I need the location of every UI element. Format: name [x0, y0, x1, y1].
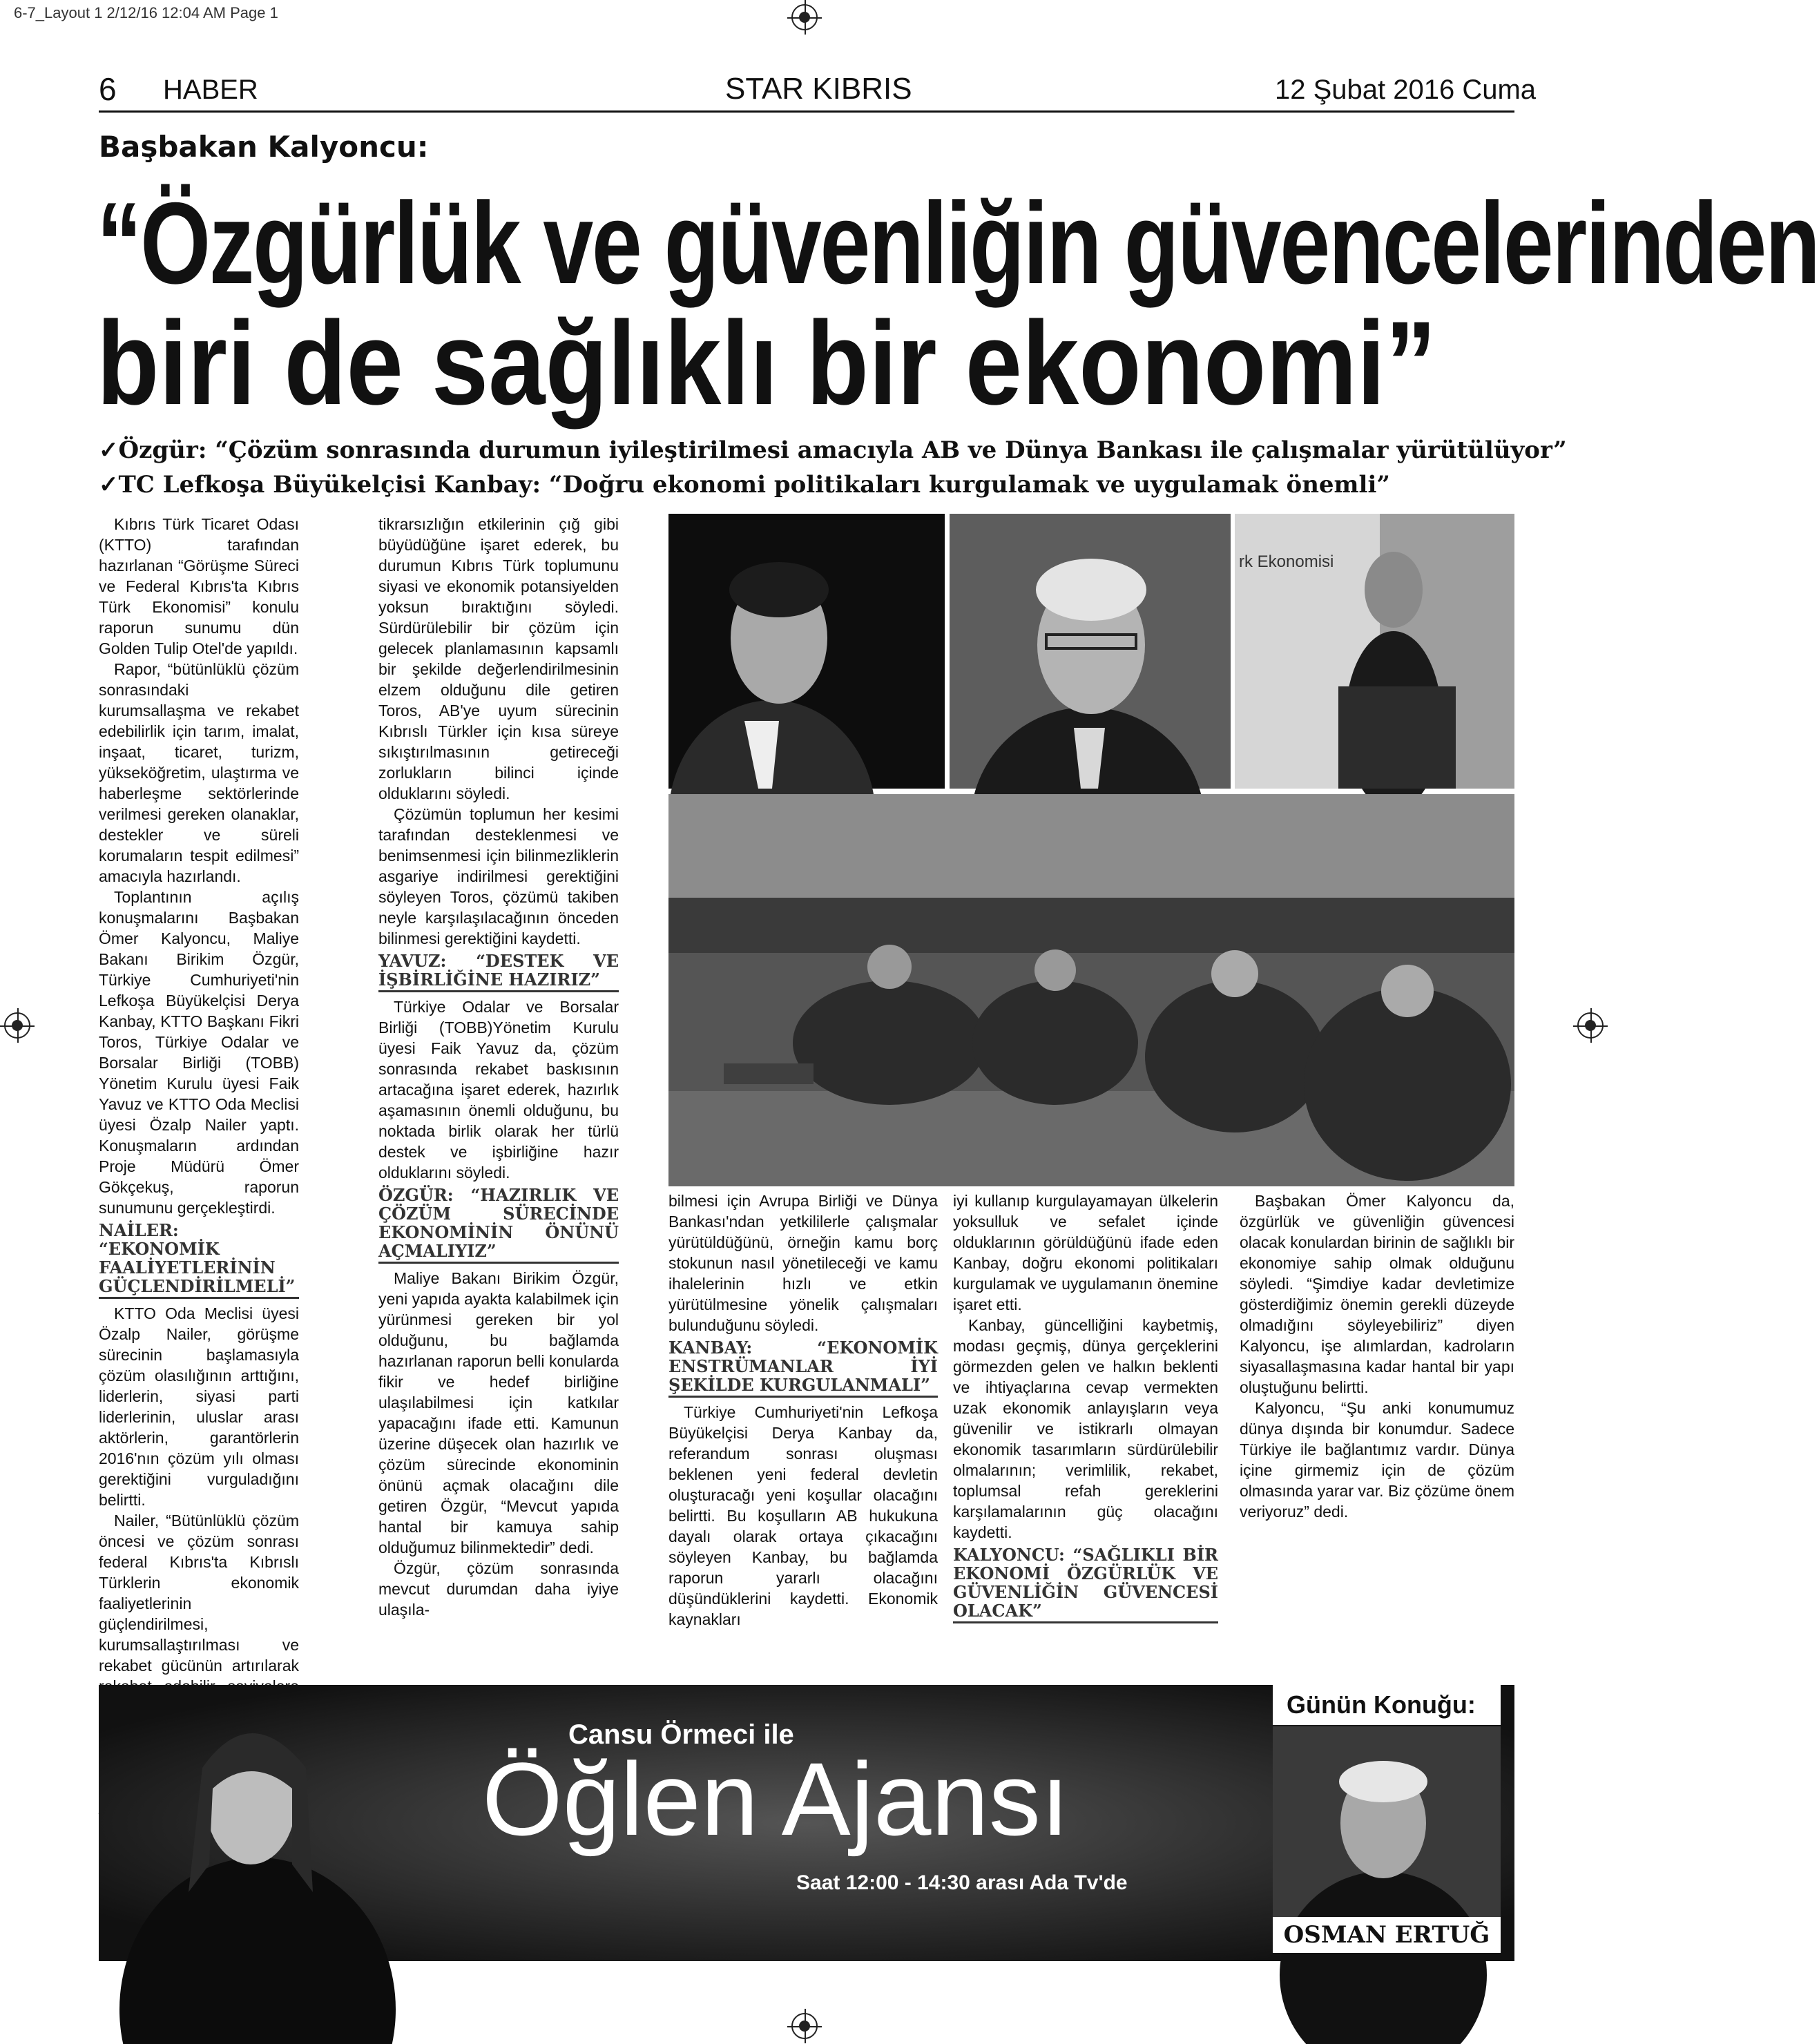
paragraph: Toplantının açılış konuşmalarını Başbakan Ömer Kalyoncu, Maliye Bakanı Birikim Özgür, Türkiye Cumhuriyeti'nin Lefkoşa Büyükelçisi Derya Kanbay, KTTO Başkanı Fikri Toros, Türkiye Odalar ve Borsalar Birliği (TOBB) Yönetim Kurulu üyesi Faik Yavuz ve KTTO Oda Meclisi üyesi Özalp Nailer yaptı. Konuşmaların ardından Proje Müdürü Ömer Gökçekuş, raporun sunumunu gerçekleştirdi. — [99, 888, 299, 1217]
paragraph: Rapor, “bütünlüklü çözüm sonrasındaki kurumsallaşma ve rekabet edebilirlik için tarım, imalat, inşaat, ticaret, turizm, yükseköğretim, ulaştırma ve haberleşme sektörlerinde verilmesi gereken olanaklar, destekler ve süreli korumaların tespit edilmesi” amacıyla hazırlandı. — [99, 660, 299, 885]
paragraph: Maliye Bakanı Birikim Özgür, yeni yapıda ayakta kalabilmek için yürünmesi gereken bir yol olduğunu, bu bağlamda hazırlanan raporun belli konularda fikir ve hedef birliğine ulaşılabilmesi için katkılar yapacağını ifade etti. Kamunun üzerine düşecek olan hazırlık ve çözüm sürecinde ekonominin önünü açmak olacağını dile getiren Özgür, “Mevcut yapıda hantal bir kamuya sahip olduğumuz bilinmektedir” dedi. — [378, 1269, 619, 1556]
section-subheading: NAİLER: “EKONOMİK FAALİYETLERİNİN GÜÇLENDİRİLMELİ” — [99, 1221, 299, 1299]
ad-schedule: Saat 12:00 - 14:30 arası Ada Tv'de — [796, 1871, 1128, 1894]
registration-mark-icon — [1577, 1012, 1604, 1039]
paragraph: Özgür, çözüm sonrasında mevcut durumdan daha iyiye ulaşıla- — [378, 1559, 619, 1619]
photo-kanbay-at-lectern — [1235, 514, 1514, 789]
article-column-2 — [378, 514, 619, 1660]
paragraph: Başbakan Ömer Kalyoncu da, özgürlük ve güvenliğin güvencesi olacak konulardan birinin de sağlıklı bir ekonomiye sahip olmak olduğunu söyledi. “Şimdiye kadar devletimize gösterdiğimiz önemin gerekli düzeyde olmadığını söyleyebiliriz” diyen Kalyoncu, işe alımlardan, kadroların siyasallaşmasına kadar hantal bir yapı oluştuğunu belirtti. — [1240, 1192, 1514, 1396]
subheadline-bullet-2: ✓TC Lefkoşa Büyükelçisi Kanbay: “Doğru ekonomi politikaları kurgulamak ve uygulamak önemli” — [99, 471, 1390, 499]
paragraph: Nailer, “Bütünlüklü çözüm öncesi ve çözüm sonrası federal Kıbrıs'ta Kıbrıslı Türklerin ekonomik faaliyetlerinin güçlendirilmesi, kurumsallaştırılması ve rekabet gücünün artırılarak — [99, 1512, 299, 1675]
print-slug-line: 6-7_Layout 1 2/12/16 12:04 AM Page 1 — [14, 4, 278, 21]
paragraph: tikrarsızlığın etkilerinin çığ gibi büyüdüğüne işaret ederek, bu durumun Kıbrıs Türk toplumunu siyasi ve ekonomik potansiyelden yoksun bıraktığını söyledi. Sürdürülebilir bir çözüm için gelecek planlamasının kapsamlı bir şekilde değerlendirilmesinin elzem olduğunu dile getiren Toros, AB'ye uyum sürecinin Kıbrıslı Türkler için kısa süreye sıkıştırılmasının getireceği zorlukların bilinci içinde olduklarını söyledi. — [378, 515, 619, 802]
section-subheading: ÖZGÜR: “HAZIRLIK VE ÇÖZÜM SÜRECİNDE EKONOMİNİN ÖNÜNÜ AÇMALIYIZ” — [378, 1186, 619, 1264]
registration-mark-icon — [791, 2013, 818, 2039]
article-column-4 — [953, 1190, 1218, 1660]
article-column-1 — [99, 514, 299, 1675]
ad-host-line: Cansu Örmeci ile — [568, 1719, 794, 1750]
ad-show-title: Öğlen Ajansı — [482, 1741, 1070, 1857]
paragraph: Türkiye Odalar ve Borsalar Birliği (TOBB)Yönetim Kurulu üyesi Faik Yavuz da, çözüm sonrasında rekabet baskısının artacağına işaret ederek, hazırlık aşamasının önemli olduğunu, bu noktada birlik olarak her türlü destek ve işbirliğine hazır olduklarını söyledi. — [378, 998, 619, 1182]
paragraph: Kanbay, güncelliğini kaybetmiş, modası geçmiş, dünya gerçeklerini görmezden gelen ve halkın beklenti ve ihtiyaçlarına cevap vermekten uzak ekonomik anlayışların veya güvenilir ve istikrarlı olmayan ekonomik tasarımların sürdürülebilir olmalarının; verimlilik, rekabet, toplumsal refah gereklerini karşılamalarının güç olacağını kaydetti. — [953, 1316, 1218, 1541]
paragraph: KTTO Oda Meclisi üyesi Özalp Nailer, görüşme sürecinin başlamasıyla çözüm olasılığının arttığını, liderlerin, siyasi parti liderlerinin, uluslar arası aktörlerin, garantörlerin 2016'nın çözüm yılı olması gerektiğini vurguladığını belirtti. — [99, 1304, 299, 1509]
paragraph: Kalyoncu, “Şu anki konumumuz dünya dışında bir konumdur. Sadece Türkiye ile bağlantımız vardır. Dünya içine girmemiz için de çözüm olmasında yarar var. Biz çözüme önem veriyoruz” dedi. — [1240, 1399, 1514, 1521]
newspaper-name: STAR KIBRIS — [725, 72, 912, 106]
header-rule — [99, 110, 1514, 113]
screen-text: rk Ekonomisi — [1239, 552, 1334, 571]
page-number: 6 — [99, 71, 117, 107]
paragraph: bilmesi için Avrupa Birliği ve Dünya Bankası'ndan yetkililerle çalışmalar yürütüldüğünü, örneğin kamu borç stokunun nasıl yönetileceği ve kamu ihalelerinin hızlı ve etkin yürütülmesine yönelik çalışmaları bulunduğunu söyledi. — [668, 1192, 938, 1334]
photo-kalyoncu-portrait — [668, 514, 945, 789]
paragraph: Çözümün toplumun her kesimi tarafından desteklenmesi ve benimsenmesi için bilinmezliklerin asgariye indirilmesi gerektiğini söyleyen Toros, çözümü takiben neyle karşılaşılacağının önceden bilinmesi gerektiğini kaydetti. — [378, 805, 619, 947]
section-subheading: KANBAY: “EKONOMİK ENSTRÜMANLAR İYİ ŞEKİLDE KURGULANMALI” — [668, 1338, 938, 1398]
article-column-5 — [1240, 1190, 1514, 1660]
paragraph: Kıbrıs Türk Ticaret Odası (KTTO) tarafından hazırlanan “Görüşme Süreci ve Federal Kıbrıs'ta Kıbrıs Türk Ekonomisi” konulu raporun sunumu dün Golden Tulip Otel'de yapıldı. — [99, 515, 299, 657]
registration-mark-icon — [791, 4, 818, 30]
section-name: HABER — [163, 75, 258, 105]
tv-show-advertisement — [99, 1685, 1514, 1961]
headline-line-2: biri de sağlıklı bir ekonomi” — [97, 297, 1436, 430]
article-column-3 — [668, 1190, 938, 1660]
issue-date: 12 Şubat 2016 Cuma — [1275, 75, 1537, 105]
section-subheading: YAVUZ: “DESTEK VE İŞBİRLİĞİNE HAZIRIZ” — [378, 952, 619, 992]
section-subheading: KALYONCU: “SAĞLIKLI BİR EKONOMİ ÖZGÜRLÜK VE GÜVENLİĞİN GÜVENCESİ OLACAK” — [953, 1545, 1218, 1623]
article-kicker: Başbakan Kalyoncu: — [99, 130, 429, 164]
ad-guest-label: Günün Konuğu: — [1273, 1685, 1501, 1725]
headline-line-1: “Özgürlük ve güvenliğin güvencelerinden — [97, 178, 1819, 308]
photo-conference-audience — [668, 794, 1514, 1186]
ad-guest-name: OSMAN ERTUĞ — [1273, 1917, 1501, 1953]
paragraph: iyi kullanıp kurgulayamayan ülkelerin yoksulluk ve sefalet içinde olduklarının görüldüğünü ifade eden Kanbay, doğru ekonomi politikaları kurgulamak ve uygulamanın önemine işaret etti. — [953, 1192, 1218, 1313]
registration-mark-icon — [4, 1012, 30, 1039]
photo-ozgur-portrait — [950, 514, 1231, 789]
paragraph: Türkiye Cumhuriyeti'nin Lefkoşa Büyükelçisi Derya Kanbay da, referandum sonrası oluşması beklenen yeni federal devletin oluşturacağı yeni koşullar olacağını belirtti. Bu koşulların AB hukukuna dayalı olarak ortaya çıkacağını söyleyen Kanbay, bu bağlamda raporun yararlı olacağını düşündüklerini kaydetti. Ekonomik kaynakları — [668, 1403, 938, 1628]
subheadline-bullet-1: ✓Özgür: “Çözüm sonrasında durumun iyileştirilmesi amacıyla AB ve Dünya Bankası ile çalışmalar yürütülüyor” — [99, 436, 1567, 464]
